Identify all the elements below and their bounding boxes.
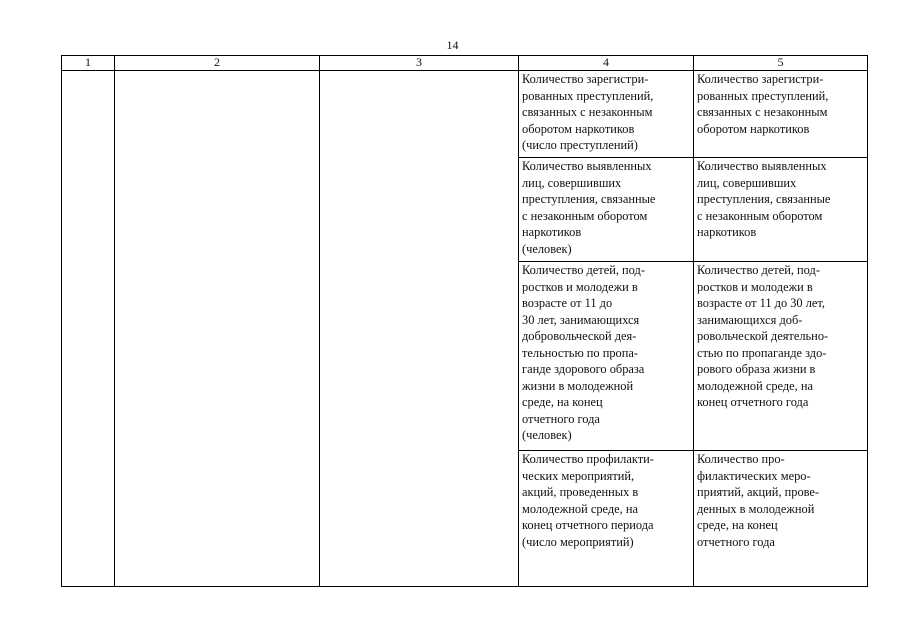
indicator-text: Количество зарегистри- рованных преступлений, связанных с незаконным оборотом наркотиков (число преступлений)	[522, 72, 654, 152]
indicator-text: Количество выявленных лиц, совершивших преступления, связанные с незаконным оборотом наркотиков (человек)	[522, 159, 656, 256]
indicator-cell	[519, 451, 694, 587]
column-number-row	[62, 56, 868, 71]
page-number: 14	[446, 38, 459, 52]
column-header-4: 4	[519, 56, 694, 71]
indicator-table	[61, 55, 868, 587]
indicator-cell	[694, 262, 868, 451]
cell-col-1	[62, 71, 115, 587]
cell-col-2	[115, 71, 320, 587]
indicator-text: Количество детей, под- ростков и молодежи в возрасте от 11 до 30 лет, занимающихся добровольческой дея- тельностью по пропа- ганде здорового образа жизни в молодежной среде, на конец отчетного года (человек)	[522, 263, 645, 442]
cell-col-3	[320, 71, 519, 587]
column-header-3: 3	[320, 56, 519, 71]
indicator-text: Количество профилакти- ческих мероприятий, акций, проведенных в молодежной среде, на конец отчетного периода (число мероприятий)	[522, 452, 654, 549]
indicator-cell	[694, 158, 868, 262]
indicator-text: Количество зарегистри- рованных преступлений, связанных с незаконным оборотом наркотиков	[697, 72, 829, 136]
indicator-cell	[694, 71, 868, 158]
indicator-cell	[694, 451, 868, 587]
indicator-cell	[519, 71, 694, 158]
indicator-text: Количество детей, под- ростков и молодежи в возрасте от 11 до 30 лет, занимающихся доб- ровольческой деятельно- стью по пропаганде здо- рового образа жизни в молодежной среде, на конец отчетного года	[697, 263, 829, 409]
indicator-text: Количество выявленных лиц, совершивших преступления, связанные с незаконным оборотом наркотиков	[697, 159, 831, 239]
indicator-text: Количество про- филактических меро- приятий, акций, прове- денных в молодежной среде, на конец отчетного года	[697, 452, 820, 549]
column-header-2: 2	[115, 56, 320, 71]
indicator-cell	[519, 158, 694, 262]
indicator-cell	[519, 262, 694, 451]
table-row	[62, 71, 868, 158]
column-header-5: 5	[694, 56, 868, 71]
column-header-1: 1	[62, 56, 115, 71]
